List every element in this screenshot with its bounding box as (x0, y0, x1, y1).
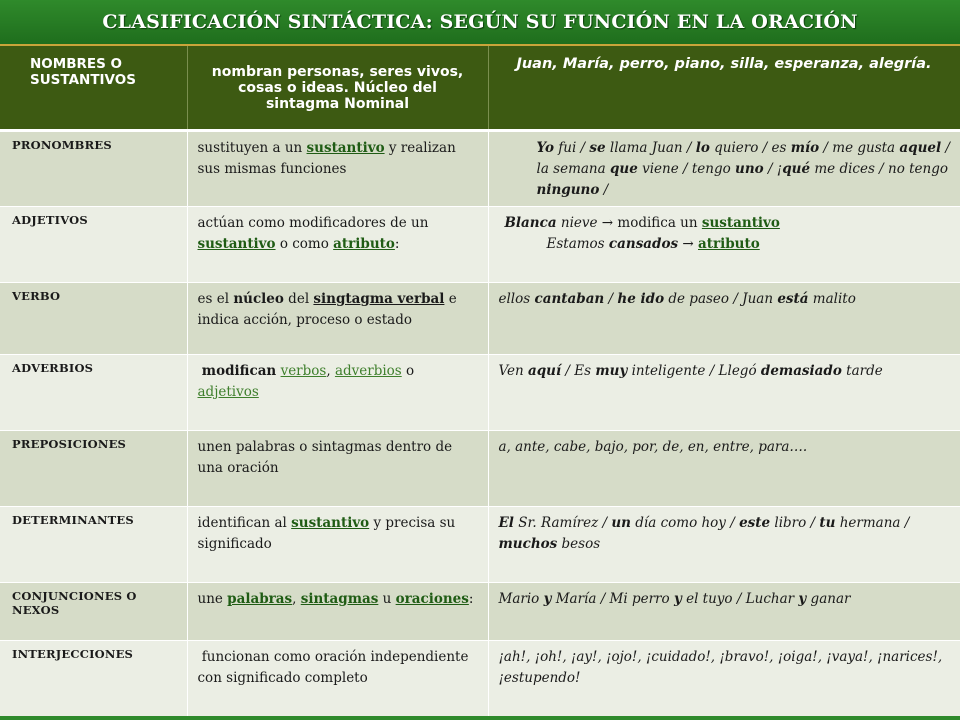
category-determinantes: DETERMINANTES (0, 507, 187, 583)
text: / (604, 291, 618, 307)
text: y realizan sus mismas funciones (197, 140, 456, 177)
text: libro / (770, 515, 820, 531)
em: y (673, 591, 682, 607)
em: se (589, 140, 606, 156)
em: lo (695, 140, 710, 156)
text: quiero / es (709, 140, 791, 156)
description-determinantes (187, 507, 488, 583)
category-interjecciones: INTERJECCIONES (0, 641, 187, 717)
text: Ven (498, 363, 528, 379)
category-preposiciones: PREPOSICIONES (0, 431, 187, 507)
link-sustantivo[interactable]: sustantivo (197, 236, 276, 252)
description-pronombres (187, 131, 488, 207)
link-adjetivos[interactable]: adjetivos (197, 384, 259, 400)
link-sustantivo[interactable]: sustantivo (701, 215, 780, 231)
text: / me gusta (819, 140, 900, 156)
em: y (798, 591, 807, 607)
em: he ido (617, 291, 665, 307)
slide-title: CLASIFICACIÓN SINTÁCTICA: SEGÚN SU FUNCIÓN EN LA ORACIÓN (102, 11, 858, 33)
em: tu (819, 515, 836, 531)
text: une (197, 591, 228, 607)
description-interjecciones (187, 641, 488, 717)
em: y (543, 591, 552, 607)
category-pronombres: PRONOMBRES (0, 131, 187, 207)
text: hermana / (835, 515, 910, 531)
title-bar (0, 0, 960, 46)
examples-pronombres (488, 131, 960, 207)
text: u (378, 591, 396, 607)
header-category: NOMBRES O SUSTANTIVOS (0, 46, 187, 131)
text: , (292, 591, 301, 607)
table-row-verbo (0, 283, 960, 355)
link-sintagmas[interactable]: sintagmas (300, 591, 379, 607)
text: / (599, 182, 609, 198)
text: Estamos (546, 236, 609, 252)
description-preposiciones: unen palabras o sintagmas dentro de una oración (187, 431, 488, 507)
examples-conjunciones (488, 583, 960, 641)
text: / ¡ (763, 161, 783, 177)
text: de paseo / Juan (664, 291, 778, 307)
em: qué (782, 161, 811, 177)
link-adverbios[interactable]: adverbios (334, 363, 402, 379)
text: nieve → (556, 215, 618, 231)
table-row-interjecciones (0, 641, 960, 717)
examples-determinantes (488, 507, 960, 583)
text: funcionan como oración independiente con significado completo (197, 649, 469, 686)
em: uno (735, 161, 764, 177)
text: del (283, 291, 314, 307)
em: cansados (608, 236, 679, 252)
text: el tuyo / Luchar (681, 591, 799, 607)
text: Mario (498, 591, 544, 607)
header-row (0, 46, 960, 131)
text: y precisa su significado (197, 515, 456, 552)
link-sintagma-verbal[interactable]: singtagma verbal (313, 291, 445, 307)
text: tarde (841, 363, 883, 379)
text: me dices / no tengo (810, 161, 949, 177)
examples-adverbios (488, 355, 960, 431)
text: / la semana (536, 140, 950, 177)
table-row-pronombres (0, 131, 960, 207)
em: demasiado (760, 363, 842, 379)
em: está (777, 291, 809, 307)
text: o como (275, 236, 334, 252)
link-verbos[interactable]: verbos (280, 363, 327, 379)
em: El (498, 515, 514, 531)
text: ganar (806, 591, 851, 607)
description-conjunciones (187, 583, 488, 641)
em: mío (790, 140, 820, 156)
text: malito (808, 291, 856, 307)
text: viene / tengo (637, 161, 736, 177)
table-row-preposiciones (0, 431, 960, 507)
text: día como hoy / (630, 515, 740, 531)
category-adjetivos: ADJETIVOS (0, 207, 187, 283)
description-verbo (187, 283, 488, 355)
text: identifican al (197, 515, 292, 531)
bottom-rule (0, 716, 960, 720)
text: o (401, 363, 415, 379)
text: sustituyen a un (197, 140, 307, 156)
text: es el (197, 291, 234, 307)
header-description: nombran personas, seres vivos, cosas o ideas. Núcleo del sintagma Nominal (187, 46, 488, 131)
description-adjetivos (187, 207, 488, 283)
text: fui / (553, 140, 590, 156)
em: aquel (899, 140, 942, 156)
classification-table (0, 46, 960, 717)
em: modifican (201, 363, 277, 379)
em: que (609, 161, 638, 177)
em: un (611, 515, 631, 531)
category-adverbios: ADVERBIOS (0, 355, 187, 431)
text: besos (557, 536, 601, 552)
table-row-conjunciones (0, 583, 960, 641)
table-row-adverbios (0, 355, 960, 431)
text: Sr. Ramírez / (513, 515, 612, 531)
text: , (326, 363, 335, 379)
link-oraciones[interactable]: oraciones (395, 591, 469, 607)
category-verbo: VERBO (0, 283, 187, 355)
em: núcleo (233, 291, 284, 307)
text: ellos (498, 291, 535, 307)
em: muchos (498, 536, 558, 552)
em: cantaban (534, 291, 605, 307)
em: muy (595, 363, 628, 379)
example-line (499, 234, 952, 255)
text: / Es (561, 363, 596, 379)
text: e indica acción, proceso o estado (197, 291, 457, 328)
text: inteligente / Llegó (627, 363, 761, 379)
text: → (678, 236, 698, 252)
link-sustantivo[interactable]: sustantivo (291, 515, 370, 531)
em: Blanca (504, 215, 557, 231)
table-row-determinantes (0, 507, 960, 583)
text: : (468, 591, 474, 607)
examples-adjetivos (488, 207, 960, 283)
text: modifica un (617, 215, 702, 231)
em: ninguno (536, 182, 600, 198)
category-conjunciones: CONJUNCIONES O NEXOS (0, 583, 187, 641)
example-line (499, 213, 952, 234)
link-atributo[interactable]: atributo (333, 236, 395, 252)
examples-interjecciones: ¡ah!, ¡oh!, ¡ay!, ¡ojo!, ¡cuidado!, ¡bravo!, ¡oiga!, ¡vaya!, ¡narices!, ¡estupendo! (488, 641, 960, 717)
link-atributo[interactable]: atributo (698, 236, 760, 252)
table-row-adjetivos (0, 207, 960, 283)
text: : (394, 236, 400, 252)
text: María / Mi perro (551, 591, 674, 607)
link-palabras[interactable]: palabras (227, 591, 293, 607)
link-sustantivo[interactable]: sustantivo (306, 140, 385, 156)
em: este (739, 515, 771, 531)
description-adverbios (187, 355, 488, 431)
em: Yo (536, 140, 554, 156)
examples-verbo (488, 283, 960, 355)
em: aquí (528, 363, 562, 379)
header-examples: Juan, María, perro, piano, silla, esperanza, alegría. (488, 46, 960, 131)
examples-preposiciones: a, ante, cabe, bajo, por, de, en, entre, para…. (488, 431, 960, 507)
text: llama Juan / (605, 140, 696, 156)
text: actúan como modificadores de un (197, 215, 429, 231)
